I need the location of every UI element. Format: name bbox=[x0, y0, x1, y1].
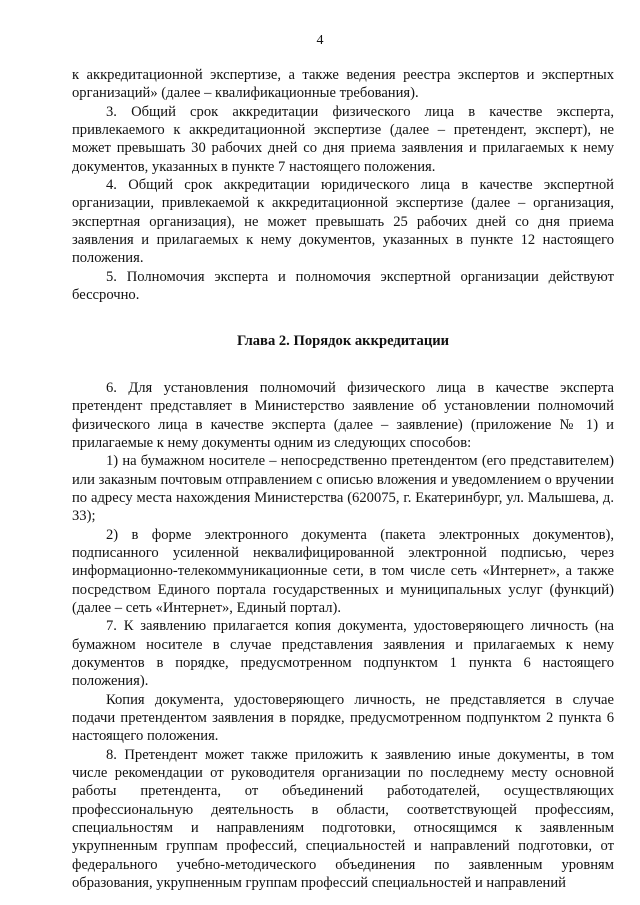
paragraph-4: 4. Общий срок аккредитации юридического лица в качестве экспертной организации, привлекаемой к аккредитационной экспертизе (далее – организация, экспертная организация), не может превышать 25 рабочих дней со дня приема заявления и прилагаемых к нему документов, указанных в пункте 12 настоящего положения. bbox=[72, 177, 614, 267]
paragraph-7-note: Копия документа, удостоверяющего личность, не представляется в случае подачи претендентом заявления в порядке, предусмотренном подпунктом 2 пункта 6 настоящего положения. bbox=[72, 691, 614, 745]
document-body bbox=[72, 66, 614, 892]
paragraph-5: 5. Полномочия эксперта и полномочия экспертной организации действуют бессрочно. bbox=[72, 268, 614, 304]
chapter-title: Глава 2. Порядок аккредитации bbox=[236, 333, 450, 350]
paragraph-7: 7. К заявлению прилагается копия документа, удостоверяющего личность (на бумажном носителе в случае представления заявления и прилагаемых к нему документов в порядке, предусмотренном подпунктом 1 пункта 6 настоящего положения). bbox=[72, 618, 614, 690]
paragraph-8: 8. Претендент может также приложить к заявлению иные документы, в том числе рекомендации от руководителя организации по последнему месту основной работы претендента, от объединений работодателей, осуществляющих профессиональную деятельность в области, соответствующей профессиям, специальностям и направлениям подготовки, относящимся к заявленным укрупненным группам профессий, специальностей и направлений подготовки, от федерального учебно-методического объединения по заявленным уровням образования, укрупненным группам профессий специальностей и направлений bbox=[72, 746, 614, 892]
paragraph-3: 3. Общий срок аккредитации физического лица в качестве эксперта, привлекаемого к аккредитационной экспертизе (далее – претендент, эксперт), не может превышать 30 рабочих дней со дня приема заявления и прилагаемых к нему документов, указанных в пункте 7 настоящего положения. bbox=[72, 103, 614, 175]
paragraph-6-item-1: 1) на бумажном носителе – непосредственно претендентом (его представителем) или заказным почтовым отправлением с описью вложения и уведомлением о вручении по адресу места нахождения Министерства (620075, г. Екатеринбург, ул. Малышева, д. 33); bbox=[72, 453, 614, 525]
page-number: 4 bbox=[316, 33, 324, 48]
paragraph-6: 6. Для установления полномочий физического лица в качестве эксперта претендент представляет в Министерство заявление об установлении полномочий физического лица в качестве эксперта (далее – заявление) (приложение № 1) и прилагаемые к нему документы одним из следующих способов: bbox=[72, 379, 614, 451]
paragraph-6-item-2: 2) в форме электронного документа (пакета электронных документов), подписанного усиленной неквалифицированной электронной подписью, через информационно-телекоммуникационные сети, в том числе сеть «Интернет», а также посредством Единого портала государственных и муниципальных услуг (функций) (далее – сеть «Интернет», Единый портал). bbox=[72, 526, 614, 616]
paragraph-continuation: к аккредитационной экспертизе, а также ведения реестра экспертов и экспертных организаций» (далее – квалификационные требования). bbox=[72, 67, 614, 102]
